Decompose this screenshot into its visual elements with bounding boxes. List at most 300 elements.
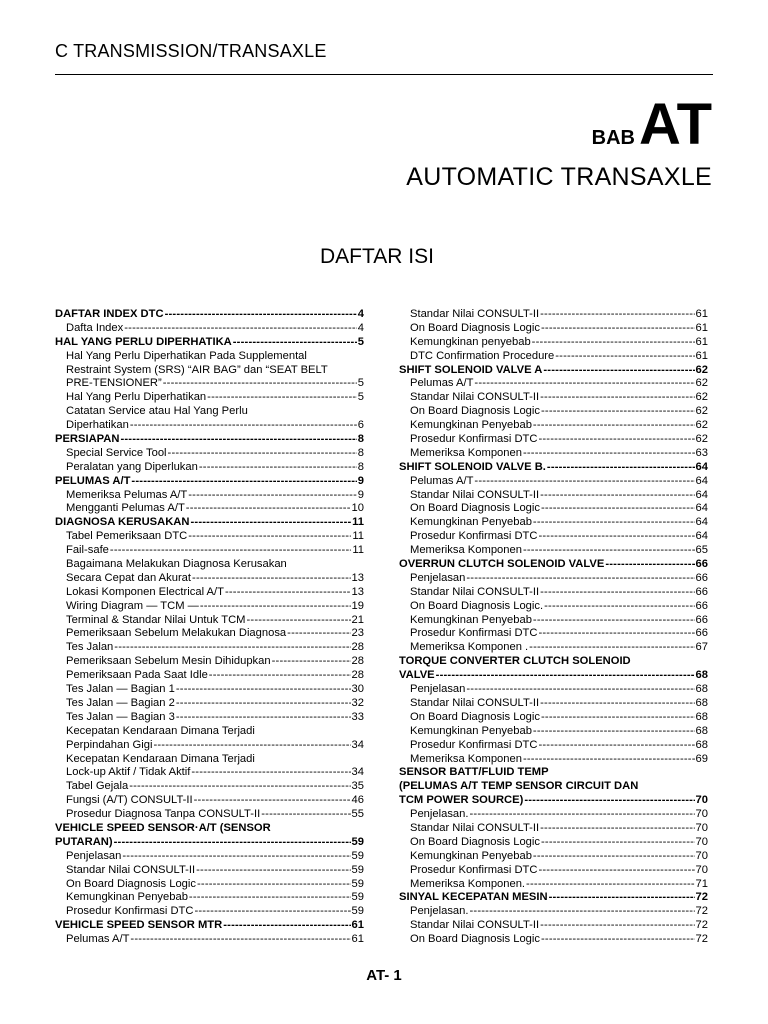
toc-page-number: 4	[357, 321, 364, 334]
toc-entry-title: PUTARAN)	[55, 835, 113, 848]
toc-entry	[55, 711, 364, 725]
toc-entry-title: On Board Diagnosis Logic	[410, 321, 540, 334]
toc-entry-title: Memeriksa Pelumas A/T	[66, 488, 188, 501]
toc-section-entry	[399, 891, 708, 905]
toc-page-number: 8	[357, 433, 364, 446]
toc-entry	[55, 600, 364, 614]
toc-entry	[55, 725, 364, 739]
toc-entry-title: Tabel Pemeriksaan DTC	[66, 530, 188, 543]
toc-entry-title: On Board Diagnosis Logic.	[410, 599, 544, 612]
toc-section-entry	[55, 836, 364, 850]
toc-page-number: 64	[695, 516, 708, 529]
toc-page-number: 68	[695, 669, 708, 682]
toc-leader	[165, 308, 357, 322]
toc-entry-title: Prosedur Konfirmasi DTC	[410, 863, 538, 876]
toc-leader	[540, 489, 694, 503]
toc-section-entry	[399, 364, 708, 378]
toc-page-number: 35	[351, 780, 364, 793]
toc-entry-title: Memeriksa Komponen	[410, 446, 522, 459]
toc-entry	[55, 377, 364, 391]
chapter-label	[591, 92, 712, 157]
toc-leader	[225, 586, 351, 600]
toc-page-number: 61	[351, 933, 364, 946]
toc-entry	[399, 905, 708, 919]
toc-page-number: 4	[357, 308, 364, 320]
toc-leader	[541, 405, 695, 419]
toc-entry-title: Lokasi Komponen Electrical A/T	[66, 585, 224, 598]
toc-page-number: 72	[695, 905, 708, 918]
toc-leader	[524, 794, 694, 808]
toc-entry	[399, 808, 708, 822]
toc-leader	[188, 489, 357, 503]
toc-leader	[466, 572, 694, 586]
toc-entry-title: Penjelasan	[410, 683, 466, 696]
toc-page-number: 62	[695, 391, 708, 404]
toc-entry	[55, 808, 364, 822]
toc-entry-title: Kemungkinan Penyebab	[410, 613, 532, 626]
toc-entry-title: Standar Nilai CONSULT-II	[66, 863, 196, 876]
toc-entry	[399, 405, 708, 419]
toc-entry	[399, 627, 708, 641]
toc-entry	[55, 780, 364, 794]
toc-leader	[538, 739, 694, 753]
toc-leader	[176, 683, 351, 697]
toc-leader	[541, 322, 695, 336]
toc-section-entry	[55, 516, 364, 530]
toc-leader	[541, 711, 695, 725]
toc-entry	[55, 683, 364, 697]
toc-page-number: 66	[695, 599, 708, 612]
toc-leader	[287, 627, 350, 641]
toc-entry-title: Pelumas A/T	[410, 377, 474, 390]
toc-page-number: 46	[351, 794, 364, 807]
toc-page-number: 61	[695, 321, 708, 334]
toc-entry	[55, 794, 364, 808]
toc-page-number: 70	[695, 835, 708, 848]
toc-entry-title: Pemeriksaan Sebelum Mesin Dihidupkan	[66, 655, 271, 668]
toc-page-number: 64	[695, 502, 708, 515]
toc-page-number: 23	[351, 627, 364, 640]
chapter-title: AUTOMATIC TRANSAXLE	[406, 163, 712, 191]
toc-entry-title: Prosedur Konfirmasi DTC	[410, 627, 538, 640]
toc-page-number: 59	[351, 835, 364, 848]
toc-entry-title: Penjelasan	[410, 571, 466, 584]
toc-leader	[223, 919, 350, 933]
toc-leader	[540, 308, 694, 322]
toc-entry-title: Kemungkinan Penyebab	[410, 516, 532, 529]
toc-entry-title: Penjelasan.	[410, 808, 469, 821]
toc-page-number: 64	[695, 530, 708, 543]
toc-page-number: 32	[351, 696, 364, 709]
toc-entry-title: SINYAL KECEPATAN MESIN	[399, 891, 548, 904]
toc-page-number: 61	[351, 919, 364, 932]
toc-leader	[466, 683, 694, 697]
toc-page-number: 65	[695, 544, 708, 557]
toc-leader	[544, 600, 694, 614]
toc-page-number: 59	[351, 905, 364, 918]
toc-entry-title: Fail-safe	[66, 544, 109, 557]
toc-entry-title: PRE-TENSIONER”	[66, 377, 162, 390]
toc-entry-title: Wiring Diagram — TCM —	[66, 599, 199, 612]
toc-page-number: 62	[695, 377, 708, 390]
toc-section-entry	[55, 308, 364, 322]
toc-entry	[55, 850, 364, 864]
toc-entry	[399, 933, 708, 947]
toc-page-number: 62	[695, 419, 708, 432]
toc-entry-title: Tes Jalan — Bagian 2	[66, 696, 175, 709]
toc-entry-title: Perpindahan Gigi	[66, 738, 153, 751]
toc-entry-title: Restraint System (SRS) “AIR BAG” dan “SEAT BELT	[66, 363, 328, 376]
toc-page-number: 9	[357, 488, 364, 501]
toc-entry-title: Mengganti Pelumas A/T	[66, 502, 185, 515]
toc-leader	[538, 433, 694, 447]
toc-leader	[122, 850, 350, 864]
toc-leader	[555, 350, 694, 364]
toc-entry-title: Fungsi (A/T) CONSULT-II	[66, 794, 193, 807]
toc-entry-title: Penjelasan	[66, 849, 122, 862]
toc-page-number: 28	[351, 655, 364, 668]
toc-page-number: 10	[351, 502, 364, 515]
toc-leader	[163, 377, 357, 391]
toc-leader	[114, 836, 351, 850]
toc-leader	[190, 516, 351, 530]
toc-leader	[523, 544, 695, 558]
toc-page-number: 28	[351, 669, 364, 682]
toc-entry-title: Standar Nilai CONSULT-II	[410, 585, 540, 598]
toc-entry	[55, 572, 364, 586]
toc-page-number: 70	[695, 794, 708, 807]
toc-entry	[55, 364, 364, 378]
toc-page-number: 11	[352, 544, 364, 557]
toc-page-number: 61	[695, 349, 708, 362]
toc-leader	[533, 614, 695, 628]
toc-entry	[55, 322, 364, 336]
toc-page-number: 59	[351, 863, 364, 876]
toc-entry-title: VEHICLE SPEED SENSOR MTR	[55, 919, 223, 932]
toc-page-number: 66	[695, 558, 708, 571]
toc-leader	[153, 739, 350, 753]
toc-page-number: 30	[351, 683, 364, 696]
toc-page-number: 66	[695, 571, 708, 584]
toc-leader	[533, 850, 695, 864]
header-divider	[55, 74, 713, 75]
toc-section-entry	[55, 433, 364, 447]
toc-entry-title: (PELUMAS A/T TEMP SENSOR CIRCUIT DAN	[399, 780, 639, 793]
toc-entry	[399, 878, 708, 892]
toc-entry	[55, 586, 364, 600]
toc-leader	[131, 475, 356, 489]
toc-page-number: 68	[695, 683, 708, 696]
toc-leader	[194, 905, 350, 919]
toc-page-number: 68	[695, 724, 708, 737]
toc-entry	[399, 919, 708, 933]
toc-entry	[399, 502, 708, 516]
toc-leader	[538, 864, 694, 878]
toc-entry-title: HAL YANG PERLU DIPERHATIKA	[55, 335, 232, 348]
toc-page-number: 69	[695, 752, 708, 765]
toc-entry	[399, 753, 708, 767]
toc-entry-title: DIAGNOSA KERUSAKAN	[55, 516, 190, 529]
toc-section-entry	[55, 919, 364, 933]
toc-entry	[55, 350, 364, 364]
toc-entry	[399, 572, 708, 586]
toc-leader	[192, 572, 351, 586]
toc-entry-title: SENSOR BATT/FLUID TEMP	[399, 766, 549, 779]
toc-leader	[526, 878, 695, 892]
toc-section-entry	[55, 475, 364, 489]
toc-leader	[540, 586, 694, 600]
toc-leader	[200, 600, 351, 614]
toc-page-number: 5	[357, 377, 364, 390]
toc-page-number: 70	[695, 849, 708, 862]
toc-page-number: 34	[351, 738, 364, 751]
toc-leader	[532, 336, 695, 350]
toc-leader	[538, 530, 694, 544]
toc-entry	[399, 308, 708, 322]
toc-entry-title: Special Service Tool	[66, 446, 167, 459]
toc-page-number: 66	[695, 585, 708, 598]
toc-entry-title: Pelumas A/T	[66, 933, 130, 946]
toc-entry	[55, 933, 364, 947]
toc-entry-title: VEHICLE SPEED SENSOR·A/T (SENSOR	[55, 821, 271, 834]
toc-entry-title: Penjelasan.	[410, 905, 469, 918]
toc-entry-title: Standar Nilai CONSULT-II	[410, 488, 540, 501]
toc-leader	[538, 627, 694, 641]
toc-entry	[55, 419, 364, 433]
toc-page-number: 61	[695, 335, 708, 348]
toc-entry-title: On Board Diagnosis Logic	[410, 933, 540, 946]
toc-entry	[55, 391, 364, 405]
toc-entry	[399, 475, 708, 489]
toc-entry-title: Standar Nilai CONSULT-II	[410, 391, 540, 404]
toc-entry-title: Diperhatikan	[66, 419, 129, 432]
toc-entry-title: Pemeriksaan Pada Saat Idle	[66, 669, 208, 682]
toc-page-number: 59	[351, 849, 364, 862]
toc-leader	[246, 614, 350, 628]
toc-leader	[233, 336, 357, 350]
toc-entry	[399, 586, 708, 600]
toc-page-number: 68	[695, 710, 708, 723]
toc-entry-title: Hal Yang Perlu Diperhatikan	[66, 391, 207, 404]
toc-entry-title: Prosedur Konfirmasi DTC	[410, 738, 538, 751]
toc-page-number: 64	[695, 460, 708, 473]
toc-leader	[540, 391, 694, 405]
toc-entry	[55, 530, 364, 544]
toc-entry-title: Memeriksa Komponen .	[410, 641, 529, 654]
toc-entry-title: Prosedur Konfirmasi DTC	[410, 433, 538, 446]
toc-section-entry	[399, 655, 708, 669]
page-number: AT- 1	[366, 967, 402, 984]
toc-leader	[189, 891, 351, 905]
toc-entry	[399, 377, 708, 391]
toc-leader	[523, 447, 695, 461]
toc-section-entry	[399, 558, 708, 572]
chapter-code: AT	[638, 92, 712, 157]
toc-page-number: 11	[352, 516, 364, 529]
toc-page-number: 68	[695, 696, 708, 709]
toc-page-number: 6	[357, 419, 364, 432]
toc-page-number: 66	[695, 613, 708, 626]
toc-page-number: 33	[351, 710, 364, 723]
section-header: C TRANSMISSION/TRANSAXLE	[55, 41, 327, 61]
toc-page-number: 11	[352, 530, 364, 543]
toc-page-number: 62	[695, 405, 708, 418]
toc-entry	[55, 614, 364, 628]
toc-entry	[55, 447, 364, 461]
toc-entry	[55, 739, 364, 753]
toc-entry-title: Standar Nilai CONSULT-II	[410, 308, 540, 320]
toc-entry-title: Prosedur Diagnosa Tanpa CONSULT-II	[66, 808, 261, 821]
toc-leader	[469, 808, 694, 822]
toc-entry	[399, 641, 708, 655]
toc-leader	[469, 905, 694, 919]
toc-section-entry	[399, 766, 708, 780]
toc-page-number: 21	[351, 613, 364, 626]
toc-section-entry	[399, 794, 708, 808]
toc-entry-title: DAFTAR INDEX DTC	[55, 308, 164, 320]
toc-page-number: 8	[357, 446, 364, 459]
toc-entry-title: VALVE	[399, 669, 435, 682]
toc-entry-title: Peralatan yang Diperlukan	[66, 460, 198, 473]
toc-entry-title: Kemungkinan Penyebab	[410, 849, 532, 862]
toc-entry	[55, 641, 364, 655]
bab-word: BAB	[591, 127, 635, 149]
toc-leader	[533, 725, 695, 739]
toc-leader	[176, 697, 351, 711]
toc-entry-title: OVERRUN CLUTCH SOLENOID VALVE	[399, 558, 605, 571]
toc-entry-title: PELUMAS A/T	[55, 474, 131, 487]
toc-entry-title: On Board Diagnosis Logic	[410, 502, 540, 515]
toc-entry-title: DTC Confirmation Procedure	[410, 349, 555, 362]
toc-page-number: 59	[351, 877, 364, 890]
toc-entry	[55, 502, 364, 516]
toc-leader	[168, 447, 357, 461]
toc-page-number: 67	[695, 641, 708, 654]
toc-section-entry	[399, 461, 708, 475]
toc-leader	[191, 766, 350, 780]
toc-entry-title: Secara Cepat dan Akurat	[66, 571, 192, 584]
toc-entry-title: Prosedur Konfirmasi DTC	[66, 905, 194, 918]
toc-entry	[399, 697, 708, 711]
toc-entry	[55, 891, 364, 905]
toc-entry-title: On Board Diagnosis Logic	[410, 710, 540, 723]
toc-entry-title: TCM POWER SOURCE)	[399, 794, 524, 807]
toc-entry-title: Terminal & Standar Nilai Untuk TCM	[66, 613, 246, 626]
toc-leader	[120, 433, 356, 447]
toc-page-number: 64	[695, 474, 708, 487]
toc-leader	[533, 419, 695, 433]
toc-entry-title: Catatan Service atau Hal Yang Perlu	[66, 405, 248, 418]
toc-entry-title: Kemungkinan Penyebab	[410, 419, 532, 432]
toc-entry	[55, 461, 364, 475]
toc-entry-title: Tes Jalan — Bagian 1	[66, 683, 175, 696]
toc-page-number: 9	[357, 474, 364, 487]
toc-entry	[55, 489, 364, 503]
toc-leader	[188, 530, 351, 544]
toc-entry	[399, 350, 708, 364]
toc-leader	[547, 461, 695, 475]
toc-page-number: 63	[695, 446, 708, 459]
toc-entry	[399, 516, 708, 530]
toc-leader	[605, 558, 694, 572]
toc-column-left	[55, 308, 364, 947]
toc-entry-title: PERSIAPAN	[55, 433, 120, 446]
toc-entry-title: Tes Jalan — Bagian 3	[66, 710, 175, 723]
toc-page-number: 59	[351, 891, 364, 904]
toc-entry-title: Pemeriksaan Sebelum Melakukan Diagnosa	[66, 627, 287, 640]
toc-entry	[55, 766, 364, 780]
toc-page-number: 28	[351, 641, 364, 654]
toc-section-entry	[55, 336, 364, 350]
toc-page-number: 61	[695, 308, 708, 320]
toc-leader	[540, 822, 694, 836]
toc-leader	[529, 641, 694, 655]
toc-leader	[261, 808, 350, 822]
toc-leader	[209, 669, 351, 683]
toc-entry	[55, 753, 364, 767]
toc-column-right	[399, 308, 708, 947]
toc-entry	[399, 614, 708, 628]
toc-entry	[399, 711, 708, 725]
toc-entry-title: Kemungkinan penyebab	[410, 335, 531, 348]
toc-entry	[399, 600, 708, 614]
toc-title: DAFTAR ISI	[320, 245, 434, 268]
toc-entry	[55, 405, 364, 419]
toc-leader	[186, 502, 351, 516]
toc-entry-title: Memeriksa Komponen	[410, 544, 522, 557]
toc-entry	[399, 683, 708, 697]
toc-entry-title: Standar Nilai CONSULT-II	[410, 919, 540, 932]
toc-entry	[399, 836, 708, 850]
toc-entry	[399, 489, 708, 503]
toc-entry-title: Standar Nilai CONSULT-II	[410, 821, 540, 834]
toc-entry	[55, 669, 364, 683]
toc-page-number: 62	[695, 363, 708, 376]
toc-leader	[540, 919, 694, 933]
toc-page-number: 13	[351, 571, 364, 584]
toc-page-number: 70	[695, 808, 708, 821]
toc-entry-title: Tabel Gejala	[66, 780, 129, 793]
toc-page-number: 70	[695, 821, 708, 834]
toc-entry	[399, 530, 708, 544]
toc-page-number: 68	[695, 738, 708, 751]
toc-entry	[55, 627, 364, 641]
toc-leader	[541, 836, 695, 850]
toc-leader	[110, 544, 351, 558]
toc-entry-title: Hal Yang Perlu Diperhatikan Pada Supplemental	[66, 349, 307, 362]
toc-entry	[55, 544, 364, 558]
toc-leader	[197, 878, 351, 892]
toc-page-number: 34	[351, 766, 364, 779]
toc-page-number: 72	[695, 933, 708, 946]
toc-entry	[55, 864, 364, 878]
toc-leader	[533, 516, 695, 530]
toc-leader	[474, 377, 694, 391]
toc-entry-title: Memeriksa Komponen	[410, 752, 522, 765]
toc-entry	[55, 655, 364, 669]
toc-entry-title: On Board Diagnosis Logic	[66, 877, 196, 890]
toc-page-number: 64	[695, 488, 708, 501]
toc-entry-title: TORQUE CONVERTER CLUTCH SOLENOID	[399, 655, 631, 668]
toc-page-number: 8	[357, 460, 364, 473]
toc-entry	[399, 544, 708, 558]
toc-entry	[399, 739, 708, 753]
toc-leader	[541, 502, 695, 516]
toc-entry-title: Dafta Index	[66, 321, 124, 334]
toc-section-entry	[399, 780, 708, 794]
toc-entry-title: Bagaimana Melakukan Diagnosa Kerusakan	[66, 558, 287, 571]
toc-entry-title: Kemungkinan Penyebab	[66, 891, 188, 904]
